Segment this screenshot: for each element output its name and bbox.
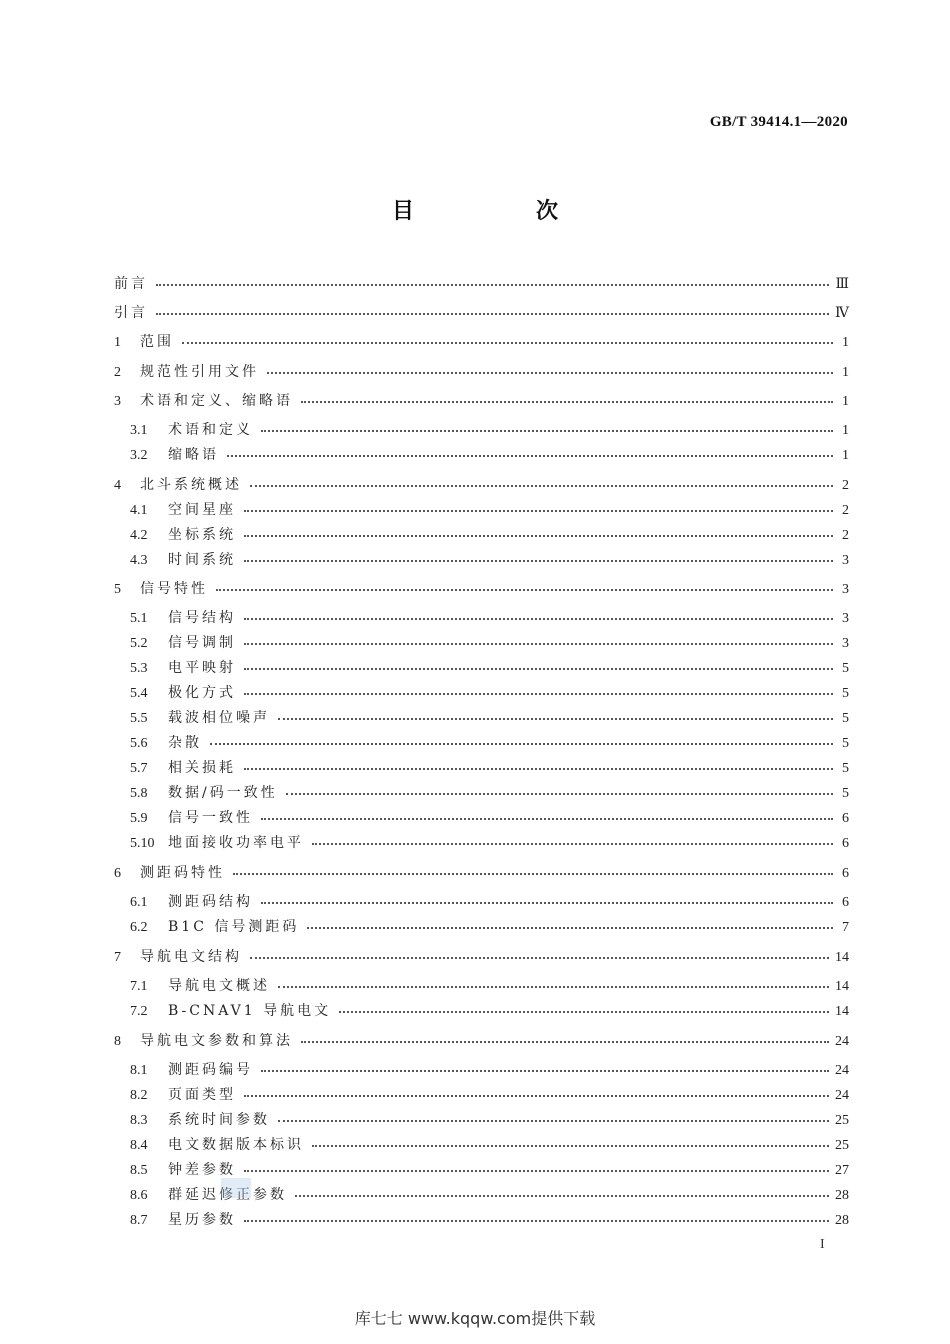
toc-entry-label: 术语和定义、缩略语: [140, 393, 293, 409]
toc-dot-leader: [261, 1070, 829, 1072]
toc-dot-leader: [244, 1170, 829, 1172]
toc-entry-page: 6: [842, 811, 849, 826]
toc-entry[interactable]: [130, 1160, 849, 1180]
toc-entry[interactable]: [114, 863, 849, 883]
toc-entry-label: 坐标系统: [168, 527, 236, 543]
toc-entry[interactable]: [130, 758, 849, 778]
toc-dot-leader: [210, 743, 833, 745]
toc-entry-page: 27: [835, 1163, 849, 1178]
toc-entry[interactable]: [114, 947, 849, 967]
toc-entry-number: 8.3: [130, 1113, 148, 1128]
toc-dot-leader: [244, 643, 833, 645]
toc-entry-page: 2: [842, 503, 849, 518]
toc-entry-page: 6: [842, 836, 849, 851]
toc-entry-label: 引言: [114, 305, 148, 321]
toc-entry-label: 缩略语: [168, 447, 219, 463]
toc-entry-label: 信号调制: [168, 635, 236, 651]
toc-entry-page: 1: [842, 448, 849, 463]
toc-entry-number: 8.1: [130, 1063, 148, 1078]
toc-entry[interactable]: [130, 500, 849, 520]
toc-entry-number: 5.2: [130, 636, 148, 651]
toc-entry-number: 4.2: [130, 528, 148, 543]
toc-dot-leader: [244, 535, 833, 537]
toc-entry[interactable]: [130, 733, 849, 753]
toc-entry-page: 14: [835, 979, 849, 994]
toc-entry-number: 4.3: [130, 553, 148, 568]
toc-entry-number: 5.9: [130, 811, 148, 826]
toc-entry[interactable]: [114, 332, 849, 352]
toc-entry[interactable]: [130, 1135, 849, 1155]
toc-entry-number: 5.10: [130, 836, 155, 851]
toc-entry-page: 2: [842, 528, 849, 543]
toc-entry-number: 3.1: [130, 423, 148, 438]
toc-entry-label: 相关损耗: [168, 760, 236, 776]
toc-dot-leader: [295, 1195, 829, 1197]
toc-entry-page: 5: [842, 711, 849, 726]
toc-entry-label: 星历参数: [168, 1212, 236, 1228]
toc-entry[interactable]: [130, 420, 849, 440]
toc-entry[interactable]: [114, 362, 849, 382]
toc-dot-leader: [244, 618, 833, 620]
toc-dot-leader: [267, 372, 833, 374]
text-selection-highlight: [221, 1178, 251, 1198]
toc-entry[interactable]: [130, 708, 849, 728]
toc-entry-page: 6: [842, 895, 849, 910]
toc-entry[interactable]: [130, 445, 849, 465]
toc-entry-label: 时间系统: [168, 552, 236, 568]
toc-entry-page: Ⅲ: [835, 277, 849, 292]
toc-entry-number: 1: [114, 335, 121, 350]
toc-dot-leader: [244, 560, 833, 562]
toc-dot-leader: [233, 873, 833, 875]
toc-entry-label: 群延迟修正参数: [168, 1187, 287, 1203]
toc-dot-leader: [261, 430, 833, 432]
toc-entry-page: 28: [835, 1213, 849, 1228]
toc-entry-page: 5: [842, 786, 849, 801]
toc-entry-label: 载波相位噪声: [168, 710, 270, 726]
toc-entry[interactable]: [130, 1110, 849, 1130]
toc-entry-number: 4: [114, 478, 121, 493]
toc-entry-page: 14: [835, 950, 849, 965]
toc-entry-page: 28: [835, 1188, 849, 1203]
toc-entry-page: 1: [842, 365, 849, 380]
toc-dot-leader: [244, 668, 833, 670]
toc-entry[interactable]: [130, 1060, 849, 1080]
toc-entry[interactable]: [114, 274, 849, 294]
toc-entry[interactable]: [130, 976, 849, 996]
toc-dot-leader: [261, 902, 833, 904]
toc-entry-label: 信号一致性: [168, 810, 253, 826]
toc-entry-label: 数据/码一致性: [168, 785, 278, 801]
toc-entry[interactable]: [130, 833, 849, 853]
toc-entry[interactable]: [114, 579, 849, 599]
toc-dot-leader: [244, 510, 833, 512]
toc-dot-leader: [301, 1041, 829, 1043]
toc-entry-number: 5: [114, 582, 121, 597]
toc-entry-label: 电文数据版本标识: [168, 1137, 304, 1153]
toc-entry-page: 3: [842, 582, 849, 597]
toc-entry[interactable]: [114, 303, 849, 323]
toc-dot-leader: [244, 768, 833, 770]
toc-entry-label: 地面接收功率电平: [168, 835, 304, 851]
toc-entry-label: 信号结构: [168, 610, 236, 626]
toc-entry-number: 5.7: [130, 761, 148, 776]
page-title: 目 次: [391, 199, 608, 224]
toc-dot-leader: [182, 342, 833, 344]
toc-entry-number: 7.1: [130, 979, 148, 994]
toc-entry-number: 5.3: [130, 661, 148, 676]
toc-entry-label: 钟差参数: [168, 1162, 236, 1178]
toc-entry-page: 24: [835, 1063, 849, 1078]
toc-entry-number: 3.2: [130, 448, 148, 463]
toc-dot-leader: [156, 313, 829, 315]
toc-entry[interactable]: [114, 1031, 849, 1051]
toc-entry-page: 5: [842, 661, 849, 676]
toc-entry[interactable]: [130, 1210, 849, 1230]
toc-entry-page: 6: [842, 866, 849, 881]
toc-entry[interactable]: [130, 550, 849, 570]
toc-entry-page: 7: [842, 920, 849, 935]
toc-entry-page: 1: [842, 423, 849, 438]
toc-entry[interactable]: [130, 608, 849, 628]
toc-entry-label: 系统时间参数: [168, 1112, 270, 1128]
toc-dot-leader: [301, 401, 833, 403]
toc-entry-number: 5.1: [130, 611, 148, 626]
toc-dot-leader: [216, 589, 833, 591]
toc-dot-leader: [244, 1220, 829, 1222]
toc-entry[interactable]: [130, 525, 849, 545]
toc-entry-page: 14: [835, 1004, 849, 1019]
toc-entry-number: 6.2: [130, 920, 148, 935]
toc-entry-page: 24: [835, 1088, 849, 1103]
toc-entry-number: 5.8: [130, 786, 148, 801]
page-number: I: [820, 1237, 825, 1252]
toc-entry-page: 3: [842, 611, 849, 626]
toc-entry-label: 测距码特性: [140, 865, 225, 881]
toc-entry-page: 2: [842, 478, 849, 493]
toc-entry-label: 信号特性: [140, 581, 208, 597]
toc-entry-label: 测距码结构: [168, 894, 253, 910]
toc-entry-page: 5: [842, 761, 849, 776]
toc-entry[interactable]: [130, 892, 849, 912]
toc-entry[interactable]: [130, 808, 849, 828]
toc-entry-label: 测距码编号: [168, 1062, 253, 1078]
toc-entry-number: 7: [114, 950, 121, 965]
toc-entry-number: 6: [114, 866, 121, 881]
toc-entry[interactable]: [130, 1001, 849, 1021]
toc-entry-label: 页面类型: [168, 1087, 236, 1103]
toc-entry-label: 空间星座: [168, 502, 236, 518]
toc-entry-label: 范围: [140, 334, 174, 350]
download-credit: 库七七 www.kqqw.com提供下载: [354, 1309, 596, 1328]
toc-dot-leader: [250, 957, 829, 959]
toc-entry-number: 8.2: [130, 1088, 148, 1103]
toc-entry[interactable]: [130, 683, 849, 703]
toc-dot-leader: [244, 693, 833, 695]
toc-entry[interactable]: [130, 783, 849, 803]
toc-entry-label: 导航电文概述: [168, 978, 270, 994]
toc-entry-label: B1C 信号测距码: [168, 919, 300, 935]
toc-entry-label: 术语和定义: [168, 422, 253, 438]
toc-entry-number: 4.1: [130, 503, 148, 518]
toc-entry-number: 8.4: [130, 1138, 148, 1153]
toc-entry[interactable]: [130, 633, 849, 653]
toc-dot-leader: [278, 718, 833, 720]
toc-entry-page: 24: [835, 1034, 849, 1049]
toc-dot-leader: [278, 1120, 829, 1122]
toc-dot-leader: [244, 1095, 829, 1097]
toc-entry[interactable]: [130, 917, 849, 937]
toc-entry-page: 25: [835, 1138, 849, 1153]
toc-dot-leader: [312, 843, 833, 845]
toc-dot-leader: [227, 455, 833, 457]
toc-entry-number: 6.1: [130, 895, 148, 910]
toc-entry-label: 北斗系统概述: [140, 477, 242, 493]
toc-dot-leader: [261, 818, 833, 820]
toc-dot-leader: [156, 284, 829, 286]
toc-entry-label: 前言: [114, 276, 148, 292]
toc-entry-label: B-CNAV1 导航电文: [168, 1003, 332, 1019]
toc-entry-number: 5.5: [130, 711, 148, 726]
toc-dot-leader: [339, 1011, 829, 1013]
toc-entry[interactable]: [130, 658, 849, 678]
toc-entry-page: Ⅳ: [835, 306, 849, 321]
toc-entry-number: 5.6: [130, 736, 148, 751]
toc-entry-label: 导航电文结构: [140, 949, 242, 965]
toc-entry-label: 导航电文参数和算法: [140, 1033, 293, 1049]
toc-entry-number: 8.7: [130, 1213, 148, 1228]
toc-dot-leader: [250, 485, 833, 487]
toc-entry-label: 电平映射: [168, 660, 236, 676]
toc-entry-page: 25: [835, 1113, 849, 1128]
toc-dot-leader: [286, 793, 833, 795]
toc-entry[interactable]: [114, 391, 849, 411]
toc-entry-number: 3: [114, 394, 121, 409]
toc-entry-page: 3: [842, 553, 849, 568]
toc-entry-page: 1: [842, 394, 849, 409]
toc-entry-label: 规范性引用文件: [140, 364, 259, 380]
toc-entry[interactable]: [130, 1085, 849, 1105]
toc-entry-number: 7.2: [130, 1004, 148, 1019]
standard-code: GB/T 39414.1—2020: [709, 114, 848, 130]
toc-entry-number: 2: [114, 365, 121, 380]
toc-entry-label: 杂散: [168, 735, 202, 751]
toc-dot-leader: [307, 927, 833, 929]
toc-entry-number: 8.5: [130, 1163, 148, 1178]
toc-dot-leader: [278, 986, 829, 988]
toc-entry-page: 3: [842, 636, 849, 651]
toc-entry-number: 8: [114, 1034, 121, 1049]
toc-entry-page: 5: [842, 686, 849, 701]
toc-dot-leader: [312, 1145, 829, 1147]
toc-entry-page: 1: [842, 335, 849, 350]
toc-entry[interactable]: [114, 475, 849, 495]
toc-entry-number: 8.6: [130, 1188, 148, 1203]
toc-entry-label: 极化方式: [168, 685, 236, 701]
toc-entry-number: 5.4: [130, 686, 148, 701]
toc-entry-page: 5: [842, 736, 849, 751]
